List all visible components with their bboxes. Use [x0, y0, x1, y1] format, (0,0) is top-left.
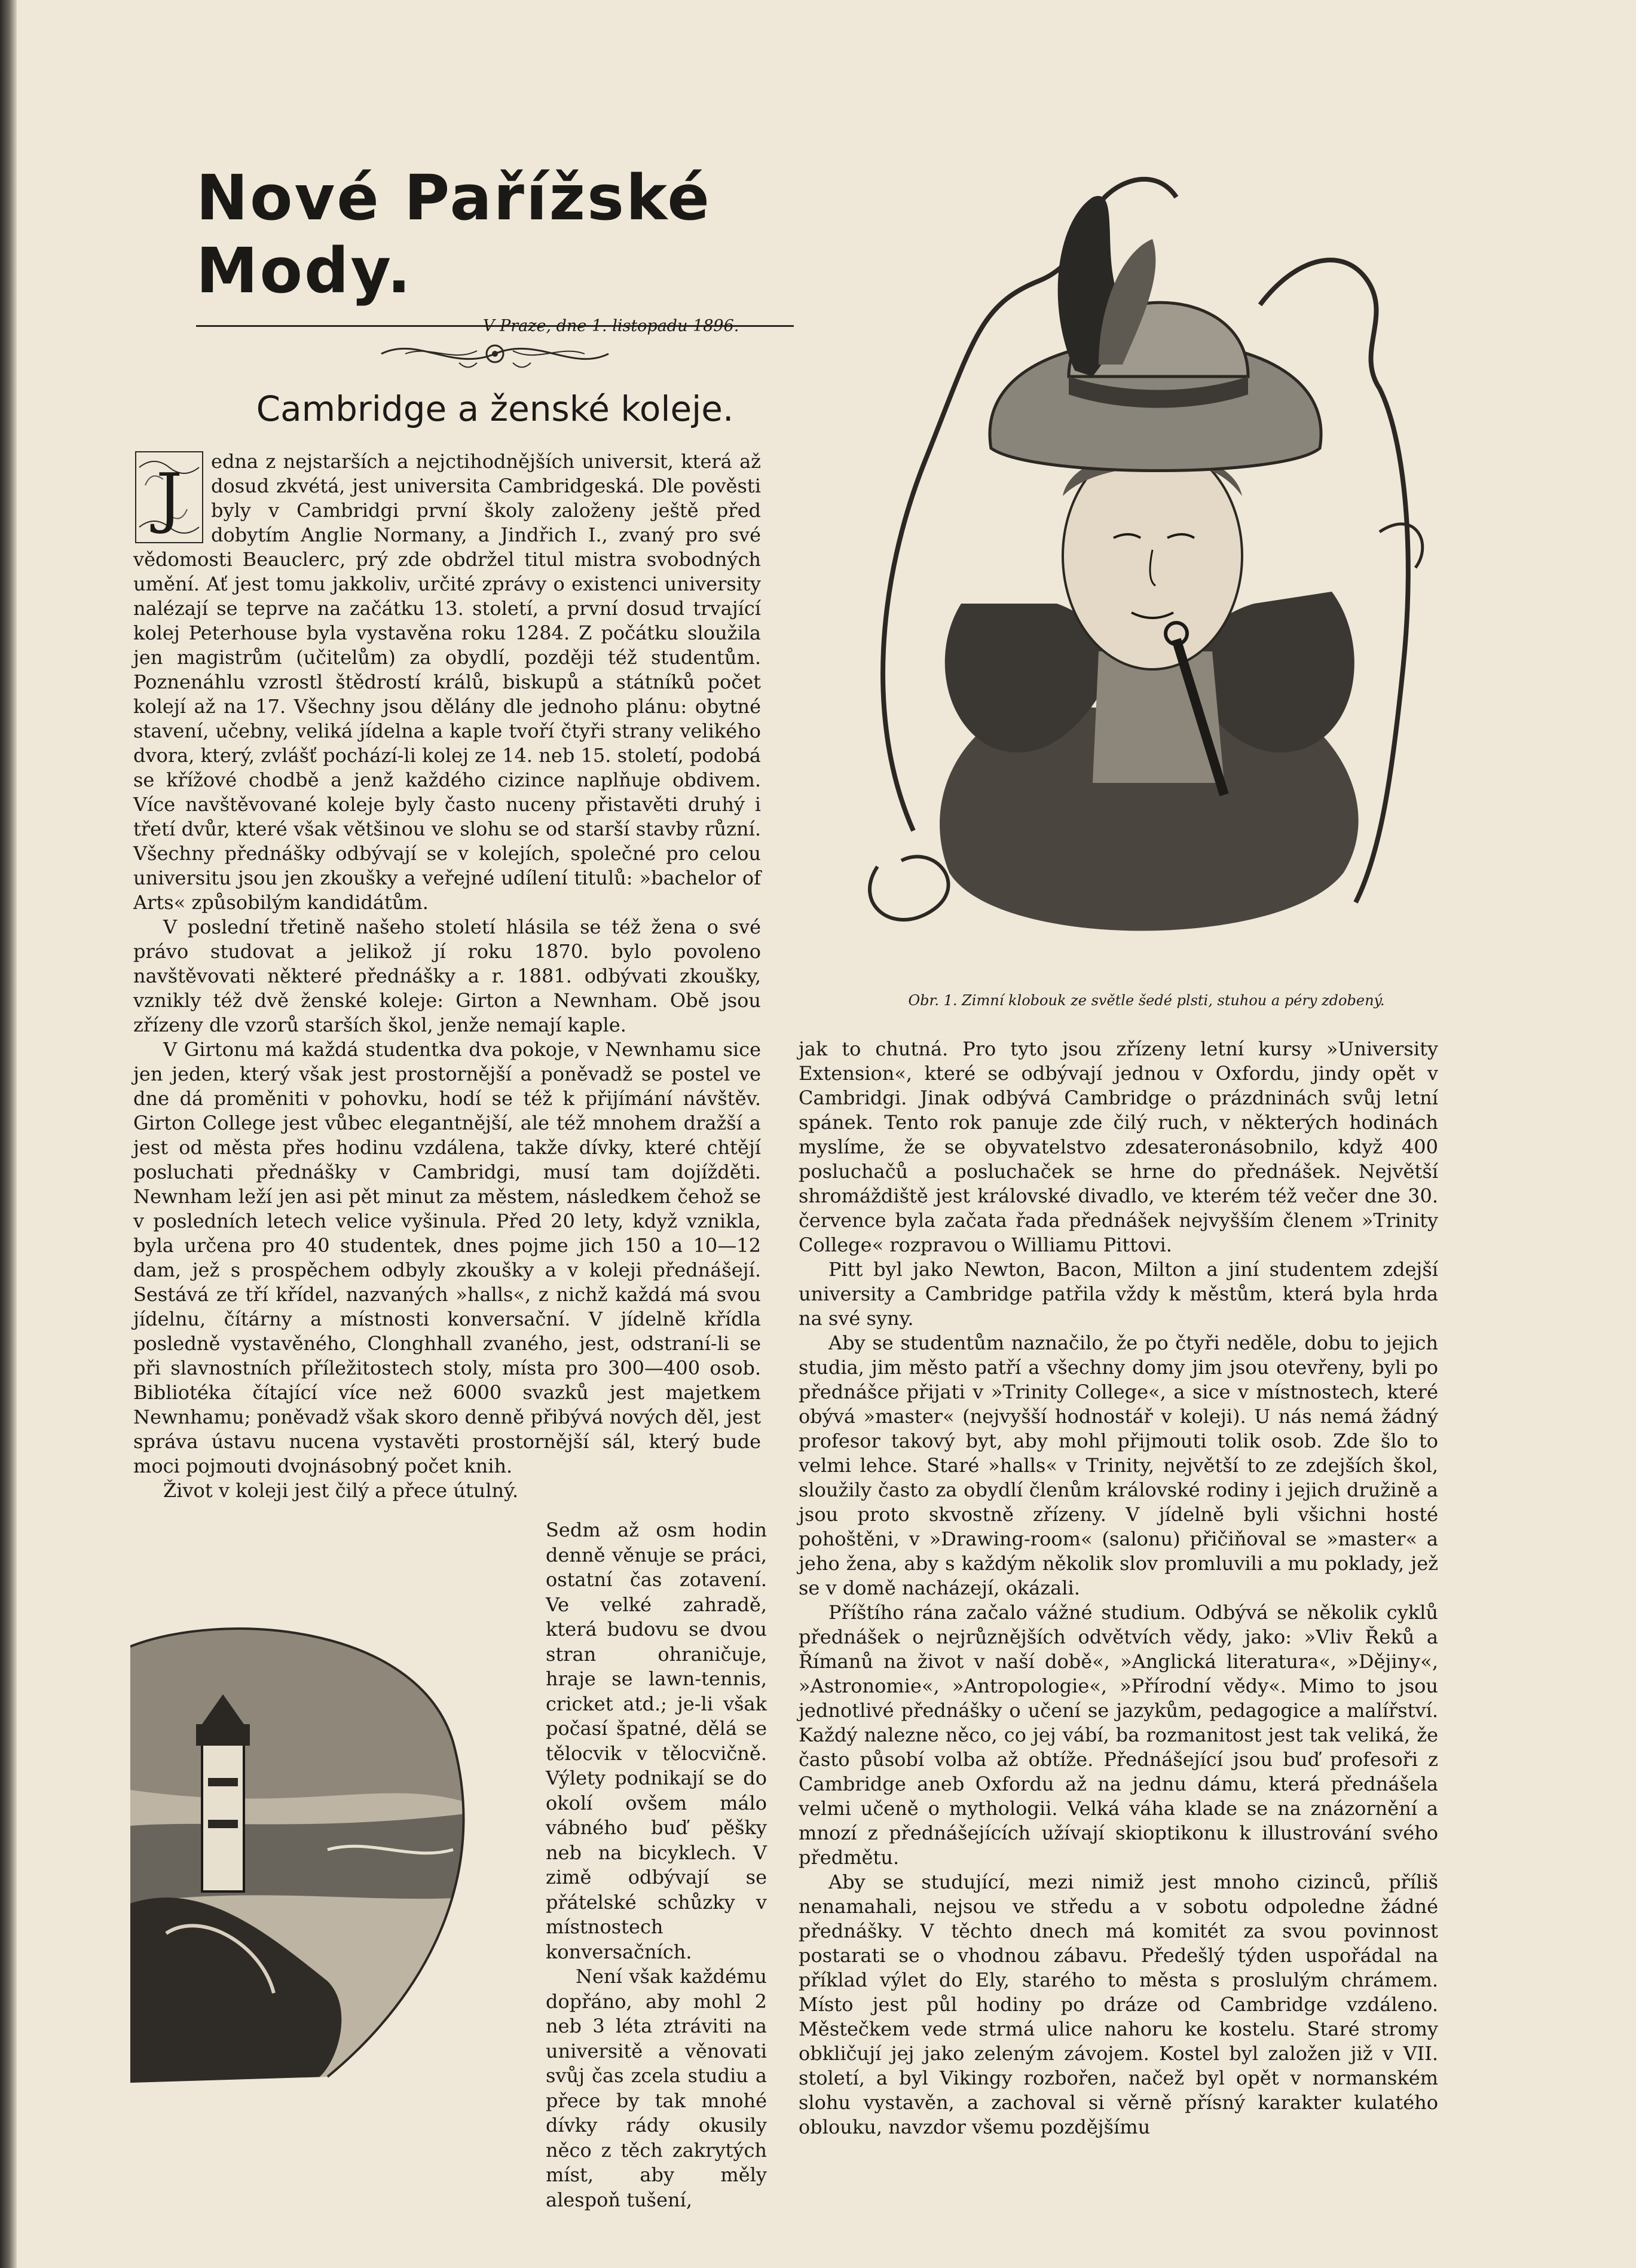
narrow-paragraph-1: Sedm až osm hodin denně věnuje se práci, ostatní čas zotavení. Ve velké zahradě, která budovu se dvou stran ohraničuje, hraje se lawn-tennis, cricket atd.; je-li však počasí špatné, dělá se tělocvik v tělocvičně. Výlety podnikají se do okolí ovšem málo vábného buď pěšky neb na bicyklech. V zimě odbývají se přátelské schůzky v místnostech konversačních. [546, 1519, 767, 1963]
left-column [133, 449, 761, 1503]
figure-caption: Obr. 1. Zimní klobouk ze světle šedé plsti, stuhou a péry zdobený. [908, 992, 1385, 1009]
paragraph-1: edna z nejstarších a nejctihodnějších universit, která až dosud zkvétá, jest universita Cambridgeská. Dle pověsti byly v Cambridgi první školy založeny ještě před dobytím Anglie Normany, a Jindřich I., zvaný pro své vědomosti Beauclerc, prý zde obdržel titul mistra svobodných umění. Ať jest tomu jakkoliv, určité zprávy o existenci university nalézají se teprve na začátku 13. století, a první dosud trvající kolej Peterhouse byla vystavěna roku 1284. Z počátku sloužila jen magistrům (učitelům) za obydlí, později též studentům. Poznenáhlu vzrostl štědrostí králů, biskupů a státníků počet kolejí až na 17. Všechny jsou dělány dle jednoho plánu: obytné stavení, učebny, veliká jídelna a kaple tvoří čtyři strany velikého dvora, který, zvlášť pochází-li kolej ze 14. neb 15. století, podobá se křížové chodbě a jenž každého cizince naplňuje obdivem. Více navštěvované koleje byly často nuceny přistavěti druhý i třetí dvůr, které však většinou ve slohu se od starší stavby různí. Všechny přednášky odbývají se v kolejích, společné pro celou universitu jsou jen zkoušky a veřejné udílení titulů: »bachelor of Arts« způsobilým kandidátům. [133, 450, 761, 914]
right-column [799, 1037, 1438, 2140]
woman-hat-illustration [842, 126, 1439, 962]
dateline: V Praze, dne 1. listopadu 1896. [483, 317, 739, 335]
narrow-column [546, 1518, 767, 2212]
dropcap-j [133, 449, 205, 545]
masthead [196, 161, 794, 375]
right-paragraph-3: Aby se studentům naznačilo, že po čtyři neděle, dobu to jejich studia, jim město patří a všechny domy jim jsou otevřeny, byli po přednášce přijati v »Trinity College«, a sice v místnostech, které obývá »master« (nejvyšší hodnostář v koleji). U nás nemá žádný profesor takový byt, aby mohl přijmouti tolik osob. Zde šlo to velmi lehce. Staré »halls« v Trinity, největší to ze zdejších škol, sloužily často za obydlí členům královské rodiny i jejich družině a jsou proto skvostně zřízeny. V jídelně byli všichni hosté pohoštěni, v »Drawing-room« (salonu) přičiňoval se »master« a jeho žena, aby s každým několik slov promluvili a mu poklady, jež se v domě nacházejí, okázali. [799, 1332, 1438, 1599]
narrow-paragraph-2: Není však každému dopřáno, aby mohl 2 neb 3 léta ztráviti na universitě a věnovati svůj čas zcela studiu a přece by tak mnohé dívky rády okusily něco z těch zakrytých míst, aby měly alespoň tušení, [546, 1965, 767, 2211]
paragraph-2: V poslední třetině našeho století hlásila se též žena o své právo studovat a jelikož jí roku 1870. bylo povoleno navštěvovati některé přednášky a r. 1881. odbývati zkoušky, vznikly též dvě ženské koleje: Girton a Newnham. Obě jsou zřízeny dle vzorů starších škol, jenže nemají kaple. [133, 916, 761, 1036]
paragraph-4: Život v koleji jest čilý a přece útulný. [163, 1479, 519, 1502]
article-title: Cambridge a ženské koleje. [256, 388, 734, 429]
dropcap-ornament [133, 449, 205, 545]
lighthouse-illustration [130, 1623, 465, 2083]
right-paragraph-5: Aby se studující, mezi nimiž jest mnoho cizinců, příliš nenamahali, nejsou ve středu a v sobotu odpoledne žádné přednášky. V těchto dnech má komitét za svou povinnost postarati se o vhodnou zábavu. Předešlý týden uspořádal na příklad výlet do Ely, starého to města s proslulým chrámem. Místo jest půl hodiny po dráze od Cambridge vzdáleno. Městečkem vede strmá ulice nahoru ke kostelu. Staré stromy obkličují jej jako zeleným závojem. Kostel byl založen již v VII. století, a byl Vikingy rozbořen, načež byl opět v normanském slohu vystavěn, a zachoval si věrně přísný karakter kulatého oblouku, navzdor všemu pozdějšímu [799, 1871, 1438, 2138]
masthead-title: Nové Pařížské Mody. [196, 161, 711, 307]
page-binding-shadow [0, 0, 17, 2268]
dropcap-letter: J [155, 459, 183, 535]
right-paragraph-2: Pitt byl jako Newton, Bacon, Milton a jiní studentem zdejší university a Cambridge patřila vždy k městům, která byla hrda na své syny. [799, 1258, 1438, 1330]
paragraph-3: V Girtonu má každá studentka dva pokoje, v Newnhamu sice jen jeden, který však jest prostornější a poněvadž se postel ve dne dá proměniti v pohovku, hodí se též k přijímání návštěv. Girton College jest vůbec elegantnější, ale též mnohem dražší a jest od města přes hodinu vzdálena, takže dívky, které chtějí posluchati přednášky v Cambridgi, musí tam dojížděti. Newnham leží jen asi pět minut za městem, následkem čehož se v posledních letech velice vyšinula. Před 20 lety, když vznikla, byla určena pro 40 studentek, dnes pojme jich 150 a 10—12 dam, jež s prospěchem odbyly zkoušky a v koleji přednášejí. Sestává ze tří křídel, nazvaných »halls«, z nichž každá má svou jídelnu, čítárny a místnosti konversační. V jídelně křídla posledně vystavěného, Clonghhall zvaného, jest, odstraní-li se při slavnostních příležitostech stoly, místa pro 300—400 osob. Bibliotéka čítající více než 6000 svazků jest majetkem Newnhamu; poněvadž však skoro denně přibývá nových děl, jest správa ústavu nucena vystavěti prostornější sál, který bude moci pojmouti dvojnásobný počet knih. [133, 1038, 761, 1477]
magazine-page [17, 0, 1636, 2268]
right-paragraph-1: jak to chutná. Pro tyto jsou zřízeny letní kursy »University Extension«, které se odbývají jednou v Oxfordu, jindy opět v Cambridgi. Jinak odbývá Cambridge o prázdninách svůj letní spánek. Tento rok panuje zde čilý ruch, v některých hodinách myslíme, že se obyvatelstvo zdesateronásobnilo, když 400 posluchačů a posluchaček se hrne do přednášek. Největší shromáždiště jest královské divadlo, ve kterém též večer dne 30. července byla začata řada přednášek nejvyšším členem »Trinity College« rozpravou o Williamu Pittovi. [799, 1037, 1438, 1256]
right-paragraph-4: Příštího rána začalo vážné studium. Odbývá se několik cyklů přednášek o nejrůznějších odvětvích vědy, jako: »Vliv Řeků a Římanů na život v naší době«, »Anglická literatura«, »Dějiny«, »Astronomie«, »Antropologie«, »Přírodní vědy«. Mimo to jsou jednotlivé přednášky o učení se jazykům, pedagogice a malířství. Každý nalezne něco, co jej vábí, ba rozmanitost jest tak veliká, že často působí volba až obtíže. Přednášející jsou buď profesoři z Cambridge aneb Oxfordu až na jednu dámu, která přednášela velmi učeně o mythologii. Velká váha klade se na znázornění a mnozí z přednášejících užívají skioptikonu k illustrování svého předmětu. [799, 1601, 1438, 1869]
flourish-ornament [369, 333, 620, 375]
